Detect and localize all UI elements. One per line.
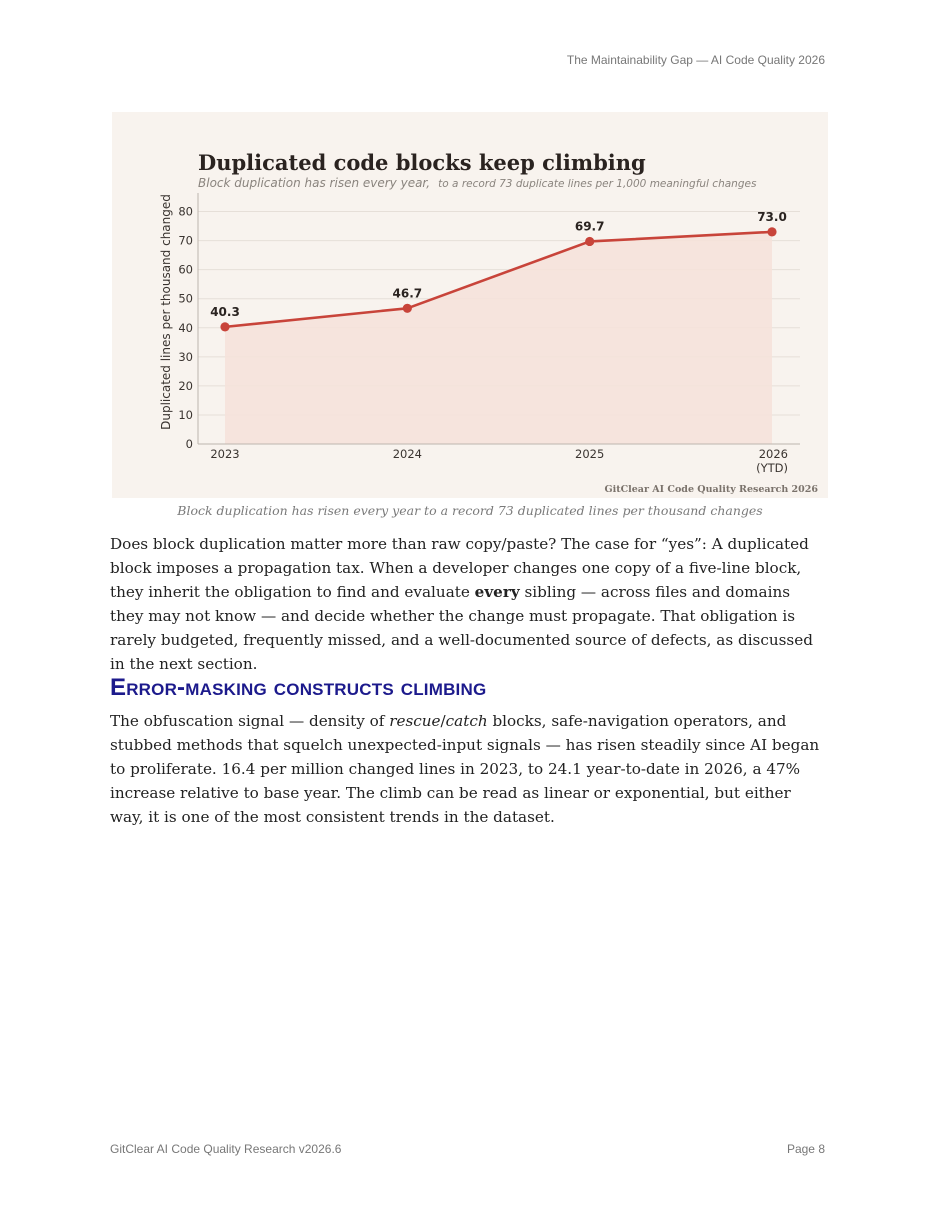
data-point (767, 227, 776, 236)
chart-subtitle-tail: to a record 73 duplicate lines per 1,000 meaningful changes (438, 178, 757, 190)
chart-source: GitClear AI Code Quality Research 2026 (604, 484, 818, 495)
y-axis-label: Duplicated lines per thousand changed (159, 194, 173, 430)
section-heading: Error-masking constructs climbing (110, 674, 487, 701)
figure-caption: Block duplication has risen every year to a record 73 duplicated lines per thousand changes (177, 503, 763, 518)
y-tick-label: 80 (178, 204, 193, 219)
x-tick-label: 2024 (392, 447, 422, 461)
y-tick-label: 10 (178, 407, 193, 422)
y-tick-label: 0 (185, 437, 193, 451)
running-header: The Maintainability Gap — AI Code Quality 2026 (566, 53, 825, 67)
data-point (220, 322, 229, 331)
paragraph-block-duplication (110, 532, 826, 676)
footer-left: GitClear AI Code Quality Research v2026.6 (110, 1142, 342, 1156)
data-label: 40.3 (210, 304, 240, 319)
data-point (585, 237, 594, 246)
paragraph-text: sibling — across files and domains they may not know — and decide whether the change must propagate. That obligation is rarely budgeted, frequently missed, and a well-documented source of defects, as discussed in the next section. (110, 583, 813, 673)
y-tick-label: 70 (178, 233, 193, 248)
duplication-line-chart (112, 112, 828, 498)
emphasis-every: every (474, 583, 520, 601)
x-tick-labels (210, 447, 788, 475)
x-tick-label: 2023 (210, 447, 240, 461)
chart-title: Duplicated code blocks keep climbing (198, 150, 646, 175)
y-tick-label: 20 (178, 378, 193, 393)
paragraph-text: The obfuscation signal — density of (110, 712, 390, 730)
x-tick-sublabel: (YTD) (756, 461, 788, 475)
chart-subtitle-main: Block duplication has risen every year, (198, 176, 431, 190)
y-tick-label: 50 (178, 291, 193, 306)
x-tick-label: 2025 (575, 447, 605, 461)
y-tick-label: 60 (178, 262, 193, 277)
term-rescue: rescue (389, 712, 441, 730)
y-tick-label: 30 (178, 349, 193, 364)
data-label: 73.0 (757, 209, 787, 224)
term-catch: catch (445, 712, 488, 730)
chart-figure (112, 112, 828, 498)
y-tick-label: 40 (178, 320, 193, 335)
slash: / (440, 712, 446, 730)
paragraph-text: Does block duplication matter more than raw copy/paste? The case for “yes”: A duplicated block imposes a propagation tax. When a developer changes one copy of a five-line block, they inherit the obligation to find and evaluate (110, 535, 809, 601)
data-label: 69.7 (574, 219, 605, 234)
x-tick-label: 2026 (758, 447, 788, 461)
data-point (403, 304, 412, 313)
area-fill-group (225, 232, 772, 444)
paragraph-error-masking (110, 709, 826, 829)
area-fill (225, 232, 772, 444)
paragraph-text: blocks, safe-navigation operators, and stubbed methods that squelch unexpected-input signals — has risen steadily since AI began to proliferate. 16.4 per million changed lines in 2023, to 24.1 year-to-date in 2026, a 47% increase relative to base year. The climb can be read as linear or exponential, but either way, it is one of the most consistent trends in the dataset. (110, 712, 820, 826)
y-tick-labels (178, 205, 193, 451)
data-label: 46.7 (392, 286, 423, 301)
page-number: Page 8 (786, 1142, 825, 1156)
